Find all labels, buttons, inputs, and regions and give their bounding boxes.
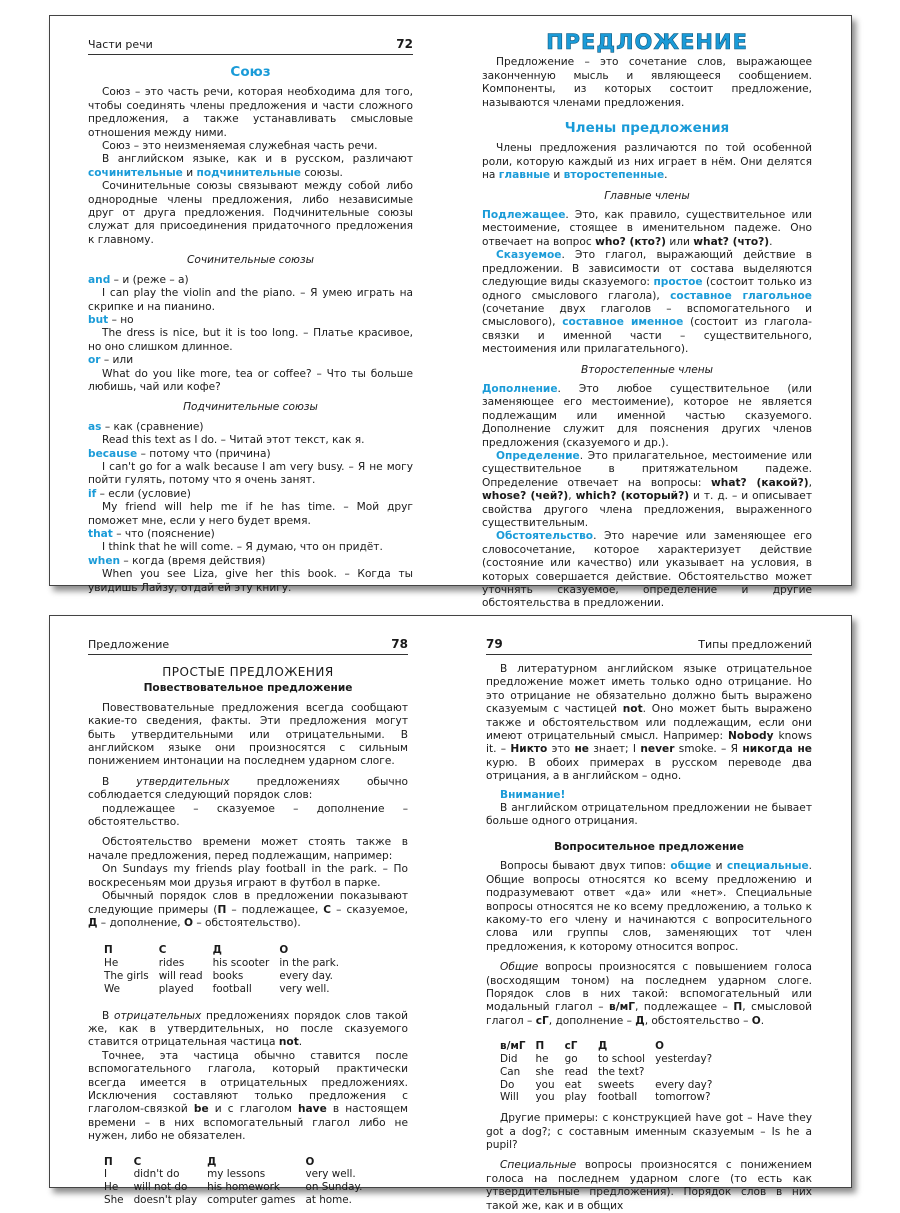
example: Read this text as I do. – Читай этот текст, как я.: [102, 434, 365, 447]
table-row: Can she read the text?: [500, 1065, 645, 1078]
paragraph: Точнее, эта частица обычно ставится после вспомогательного глагола, который практически всегда имеется в отрицательных предложениях. Исключения составляют только предложения с глаголом-связкой be и с глаголом have в настоящем времени – в них вспомогательный глагол либо не нужен, либо не обязателен.: [88, 1049, 408, 1143]
table-row: I didn't do my lessons very well.: [104, 1168, 356, 1181]
subheading: Сочинительные союзы: [187, 254, 314, 267]
paragraph: Предложение – это сочетание слов, выражающее законченную мысль и являющееся сообщением. Компоненты, из которых состоит предложение, называются членами предложения.: [482, 56, 812, 109]
example-table-questions: в/мГ П сГ Д О Did he go to school yesterday? Can she read the text? Do you eat sweets every day? Will you play football tomorrow?: [500, 1040, 722, 1104]
conjunction-entry: because – потому что (причина): [88, 447, 271, 460]
conjunction-entry: and – и (реже – а): [88, 273, 189, 286]
paragraph: Союз – это неизменяемая служебная часть речи.: [102, 140, 378, 153]
example: I think that he will come. – Я думаю, что он придёт.: [102, 541, 383, 554]
chapter-title: ПРЕДЛОЖЕНИЕ: [546, 30, 748, 54]
page-body: [486, 663, 812, 1213]
conjunction-entry: or – или: [88, 354, 134, 367]
conjunction-entry: as – как (сравнение): [88, 420, 204, 433]
page-body: [88, 66, 413, 595]
subheading: Подчинительные союзы: [183, 401, 318, 414]
example: What do you like more, tea or coffee? – Что ты больше любишь, чай или кофе?: [88, 367, 413, 393]
paragraph: Члены предложения различаются по той особенной роли, которую каждый из них играет в нём. Они делятся на главные и второстепенные.: [482, 142, 812, 182]
paragraph: Обстоятельство. Это наречие или заменяющее его словосочетание, которое характеризует действие (состояние или качество) или указывает на условия, в которых совершается действие. Обстоятельство может уточнять сказуемое, определение и другие обстоятельства в предложении.: [482, 530, 812, 610]
example-table-negative: П С Д О I didn't do my lessons very well. He will not do his homework on Sunday. She doesn't play computer games at home.: [104, 1156, 372, 1207]
running-header: [486, 638, 812, 655]
page-72: [88, 16, 413, 594]
example: On Sundays my friends play football in the park. – По воскресеньям мои друзья играют в футбол в парке.: [88, 863, 408, 889]
example: When you see Liza, give her this book. – Когда ты увидишь Лайзу, отдай ей эту книгу.: [88, 568, 413, 594]
table-row: He rides his scooter in the park.: [104, 957, 340, 970]
subheading: Вопросительное предложение: [554, 840, 744, 853]
table-row: We played football very well.: [104, 982, 330, 995]
word-order: подлежащее – сказуемое – дополнение – обстоятельство.: [88, 802, 408, 829]
table-row: Do you eat sweets every day?: [500, 1078, 713, 1091]
example: I can play the violin and the piano. – Я умею играть на скрипке и на пианино.: [88, 287, 413, 313]
paragraph: В отрицательных предложениях порядок слов такой же, как в утвердительных, но после сказуемого ставится отрицательная частица not.: [88, 1009, 408, 1049]
page-body: [88, 666, 408, 1207]
table-row: The girls will read books every day.: [104, 969, 333, 982]
subheading: Главные члены: [604, 189, 690, 202]
book-spread-top: [49, 15, 852, 610]
header-section: Предложение: [88, 637, 170, 651]
running-header: [88, 638, 408, 655]
paragraph: Общие вопросы произносятся с повышением голоса (восходящим тоном) на последнем ударном слоге. Порядок слов в них такой: вспомогательный или модальный глагол – в/мГ, подлежащее – П, смысловой глагол – сГ, дополнение – Д, обстоятельство – О.: [486, 961, 813, 1027]
example-table-affirmative: П С Д О He rides his scooter in the park. The girls will read books every day. We played football very well.: [104, 944, 349, 995]
header-section: Части речи: [88, 37, 153, 51]
term-highlight: подчинительные: [196, 166, 301, 179]
running-header: [88, 38, 413, 55]
paragraph: Подлежащее. Это, как правило, существительное или местоимение, стоящее в именительном падеже. Оно отвечает на вопрос who? (кто?) или what? (что?).: [482, 209, 812, 248]
conjunction-entry: if – если (условие): [88, 487, 191, 500]
section-title: Союз: [230, 64, 271, 80]
page-number: 78: [391, 636, 408, 651]
example: I can't go for a walk because I am very busy. – Я не могу пойти гулять, потому что я очень занят.: [88, 460, 413, 487]
table-row: Did he go to school yesterday?: [500, 1052, 713, 1065]
paragraph: В литературном английском языке отрицательное предложение может иметь только одно отрицание. Но это отрицание не обязательно должно быть выражено сказуемым с частицей not. Оно может быть выражено также и обстоятельством или подлежащим, если они имеют отрицательный смысл. Например: Nobody knows it. – Никто это не знает; I never smoke. – Я никогда не курю. В обоих примерах в русском переводе два отрицания, а в английском – одно.: [486, 663, 812, 783]
page-number: 72: [396, 36, 413, 51]
table-row: She doesn't play computer games at home.: [104, 1193, 352, 1206]
table-row: Will you play football tomorrow?: [500, 1091, 711, 1104]
paragraph: Специальные вопросы произносятся с понижением голоса на последнем ударном слоге (то есть как утвердительные предложения). Порядок слов в них такой же, как и в общих: [486, 1159, 812, 1212]
example: My friend will help me if he has time. – Мой друг поможет мне, если у него будет время.: [88, 501, 413, 527]
term-highlight: сочинительные: [88, 166, 183, 179]
paragraph: В английском отрицательном предложении не бывает больше одного отрицания.: [486, 802, 812, 828]
page-number: 79: [486, 636, 503, 651]
paragraph: Вопросы бывают двух типов: общие и специальные. Общие вопросы относятся ко всему предложению и подразумевают ответ «да» или «нет». Специальные вопросы относятся не ко всему предложению, а только к какому-то его члену и начинаются с вопросительного слова или группы слов, заменяющих тот член предложения, к которому относится вопрос.: [486, 860, 812, 953]
paragraph: Сочинительные союзы связывают между собой либо однородные члены предложения, либо независимые друг от друга предложения. Подчинительные союзы служат для присоединения придаточного предложения к главному.: [88, 180, 413, 246]
attention-label: Внимание!: [500, 788, 566, 801]
paragraph: Обычный порядок слов в предложении показывают следующие примеры (П – подлежащее, С – сказуемое, Д – дополнение, О – обстоятельство).: [88, 890, 409, 929]
paragraph: Дополнение. Это любое существительное (или заменяющее его местоимение), которое не является подлежащим или именной частью сказуемого. Дополнение служит для пояснения других членов предложения (сказуемого и др.).: [482, 382, 812, 449]
subheading: Повествовательное предложение: [143, 682, 353, 695]
paragraph: В английском языке, как и в русском, различают сочинительные и подчинительные союзы.: [88, 153, 413, 179]
page-body: [482, 30, 812, 611]
conjunction-entry: that – что (пояснение): [88, 528, 215, 540]
table-row: He will not do his homework on Sunday.: [104, 1181, 363, 1194]
page-predlozhenie: [482, 16, 812, 610]
paragraph: Определение. Это прилагательное, местоимение или существительное в притяжательном падеже. Определение отвечает на вопросы: what? (какой?), whose? (чей?), which? (который?) и т. д. – и описывает свойства другого члена предложения, выраженного существительным.: [482, 449, 812, 529]
book-spread-bottom: [49, 615, 852, 1212]
page-78: [88, 616, 409, 1206]
conjunction-entry: when – когда (время действия): [88, 554, 266, 567]
paragraph: Повествовательные предложения всегда сообщают какие-то сведения, факты. Эти предложения могут быть утвердительными или отрицательными. В английском языке они произносятся с сильным понижением интонации на последнем ударном слоге.: [88, 701, 408, 768]
section-title: ПРОСТЫЕ ПРЕДЛОЖЕНИЯ: [162, 665, 334, 679]
header-section: Типы предложений: [698, 637, 812, 651]
example: The dress is nice, but it is too long. – Платье красивое, но оно слишком длинное.: [88, 327, 413, 353]
page-79: [486, 616, 813, 1212]
conjunction-entry: but – но: [88, 313, 134, 326]
subheading: Второстепенные члены: [580, 363, 714, 376]
paragraph: Союз – это часть речи, которая необходима для того, чтобы соединять члены предложения и части сложного предложения, а также устанавливать смысловые отношения между ними.: [88, 86, 413, 139]
paragraph: Сказуемое. Это глагол, выражающий действие в предложении. В зависимости от состава выделяются следующие виды сказуемого: простое (состоит только из одного смыслового глагола), составное глагольное (сочетание двух глаголов – вспомогательного и смыслового), составное именное (состоит из глагола-связки и именной части – существительного, местоимения или прилагательного).: [482, 249, 812, 356]
paragraph: В утвердительных предложениях обычно соблюдается следующий порядок слов:: [88, 775, 408, 802]
section-title: Члены предложения: [564, 120, 730, 137]
paragraph: Обстоятельство времени может стоять также в начале предложения, перед подлежащим, например:: [88, 836, 408, 862]
paragraph: Другие примеры: с конструкцией have got – Have they got a dog?; с составным именным сказуемым – Is he a pupil?: [486, 1112, 812, 1151]
